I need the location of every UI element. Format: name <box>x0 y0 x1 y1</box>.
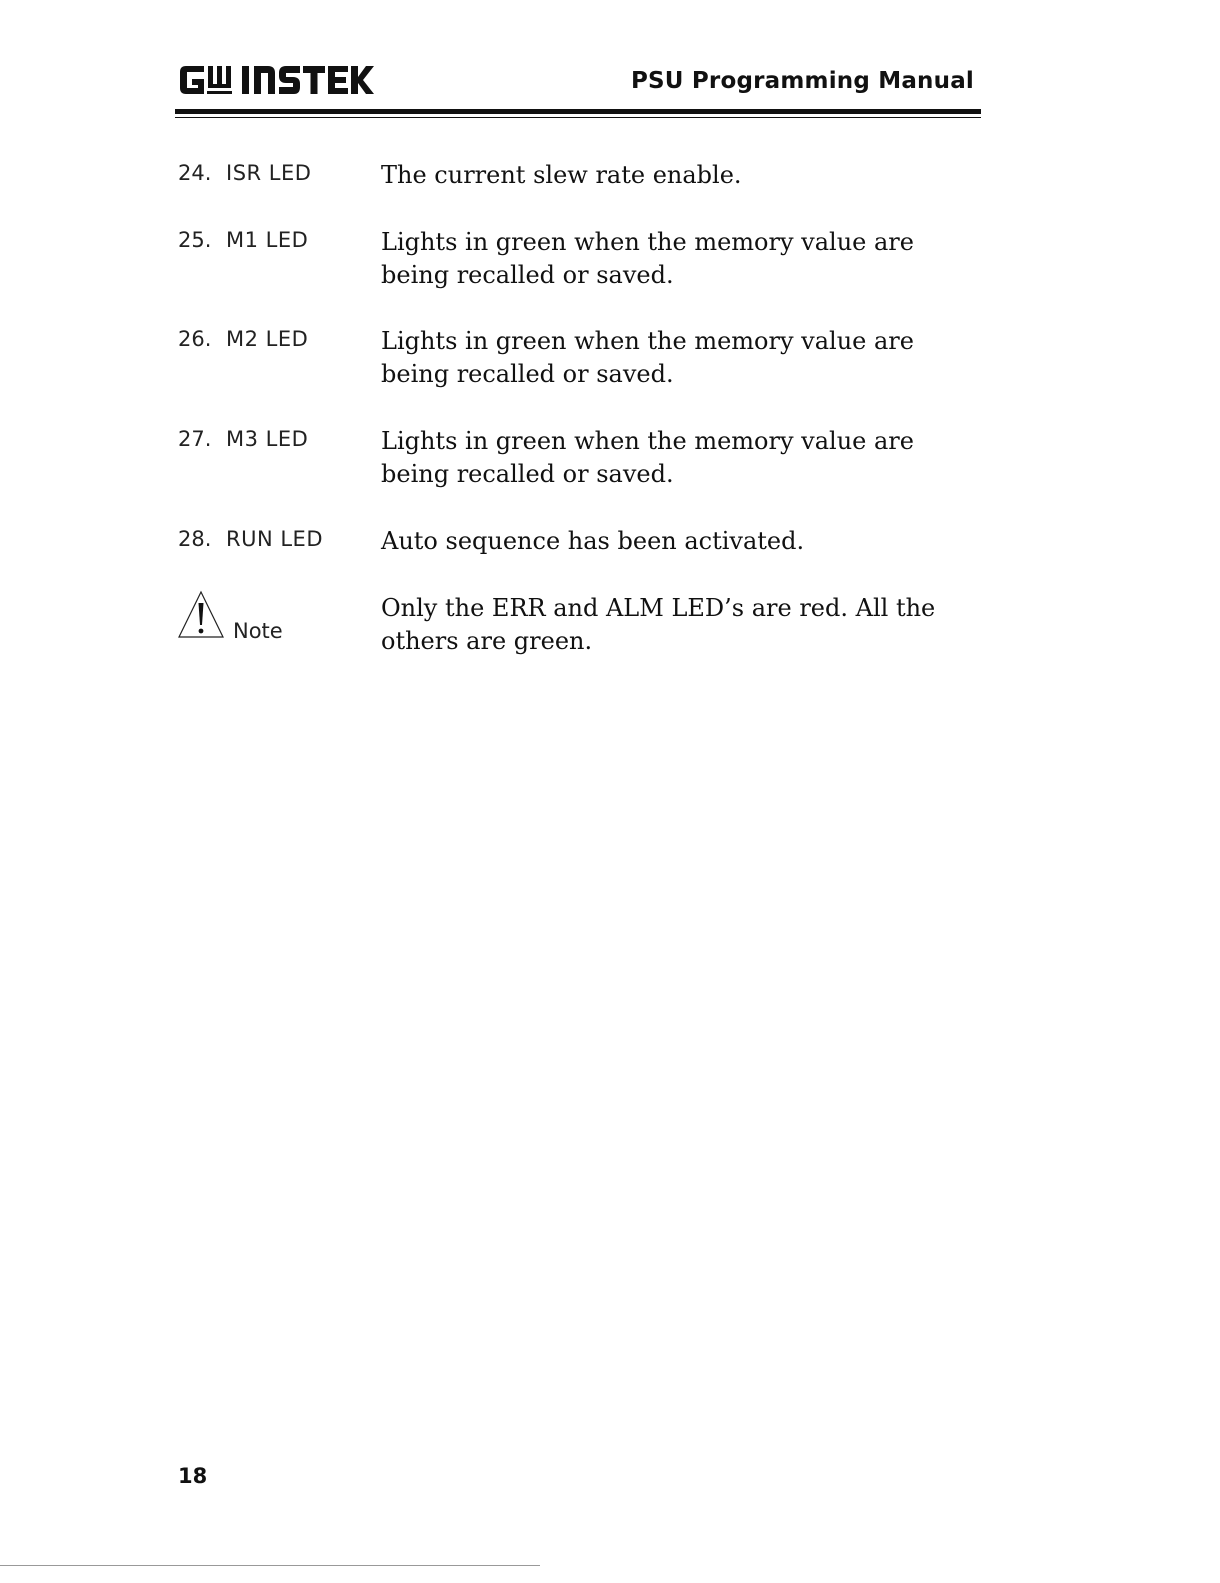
entry-description: Lights in green when the memory value are being recalled or saved. <box>381 427 914 488</box>
entry-label: ISR LED <box>226 161 312 185</box>
gw-instek-logo <box>178 62 374 98</box>
entry-number: 28. <box>178 527 212 551</box>
note-label: Note <box>233 619 283 643</box>
entry-label: M2 LED <box>226 327 309 351</box>
page-number: 18 <box>178 1464 208 1488</box>
header-rule-thin <box>175 117 981 118</box>
entry-number: 27. <box>178 427 212 451</box>
manual-title: PSU Programming Manual <box>630 68 974 94</box>
note-text: Only the ERR and ALM LED’s are red. All the others are green. <box>381 594 936 655</box>
entry-label: RUN LED <box>226 527 323 551</box>
entry-description: The current slew rate enable. <box>381 161 742 189</box>
warning-triangle-icon <box>177 590 225 640</box>
entry-number: 25. <box>178 228 212 252</box>
entry-number: 24. <box>178 161 212 185</box>
entry-description: Lights in green when the memory value are being recalled or saved. <box>381 228 914 289</box>
entry-label: M3 LED <box>226 427 309 451</box>
entry-label: M1 LED <box>226 228 309 252</box>
bottom-edge-line <box>0 1565 540 1566</box>
entry-description: Lights in green when the memory value are being recalled or saved. <box>381 327 914 388</box>
entry-description: Auto sequence has been activated. <box>381 527 805 555</box>
entry-number: 26. <box>178 327 212 351</box>
header-rule-thick <box>175 109 981 114</box>
